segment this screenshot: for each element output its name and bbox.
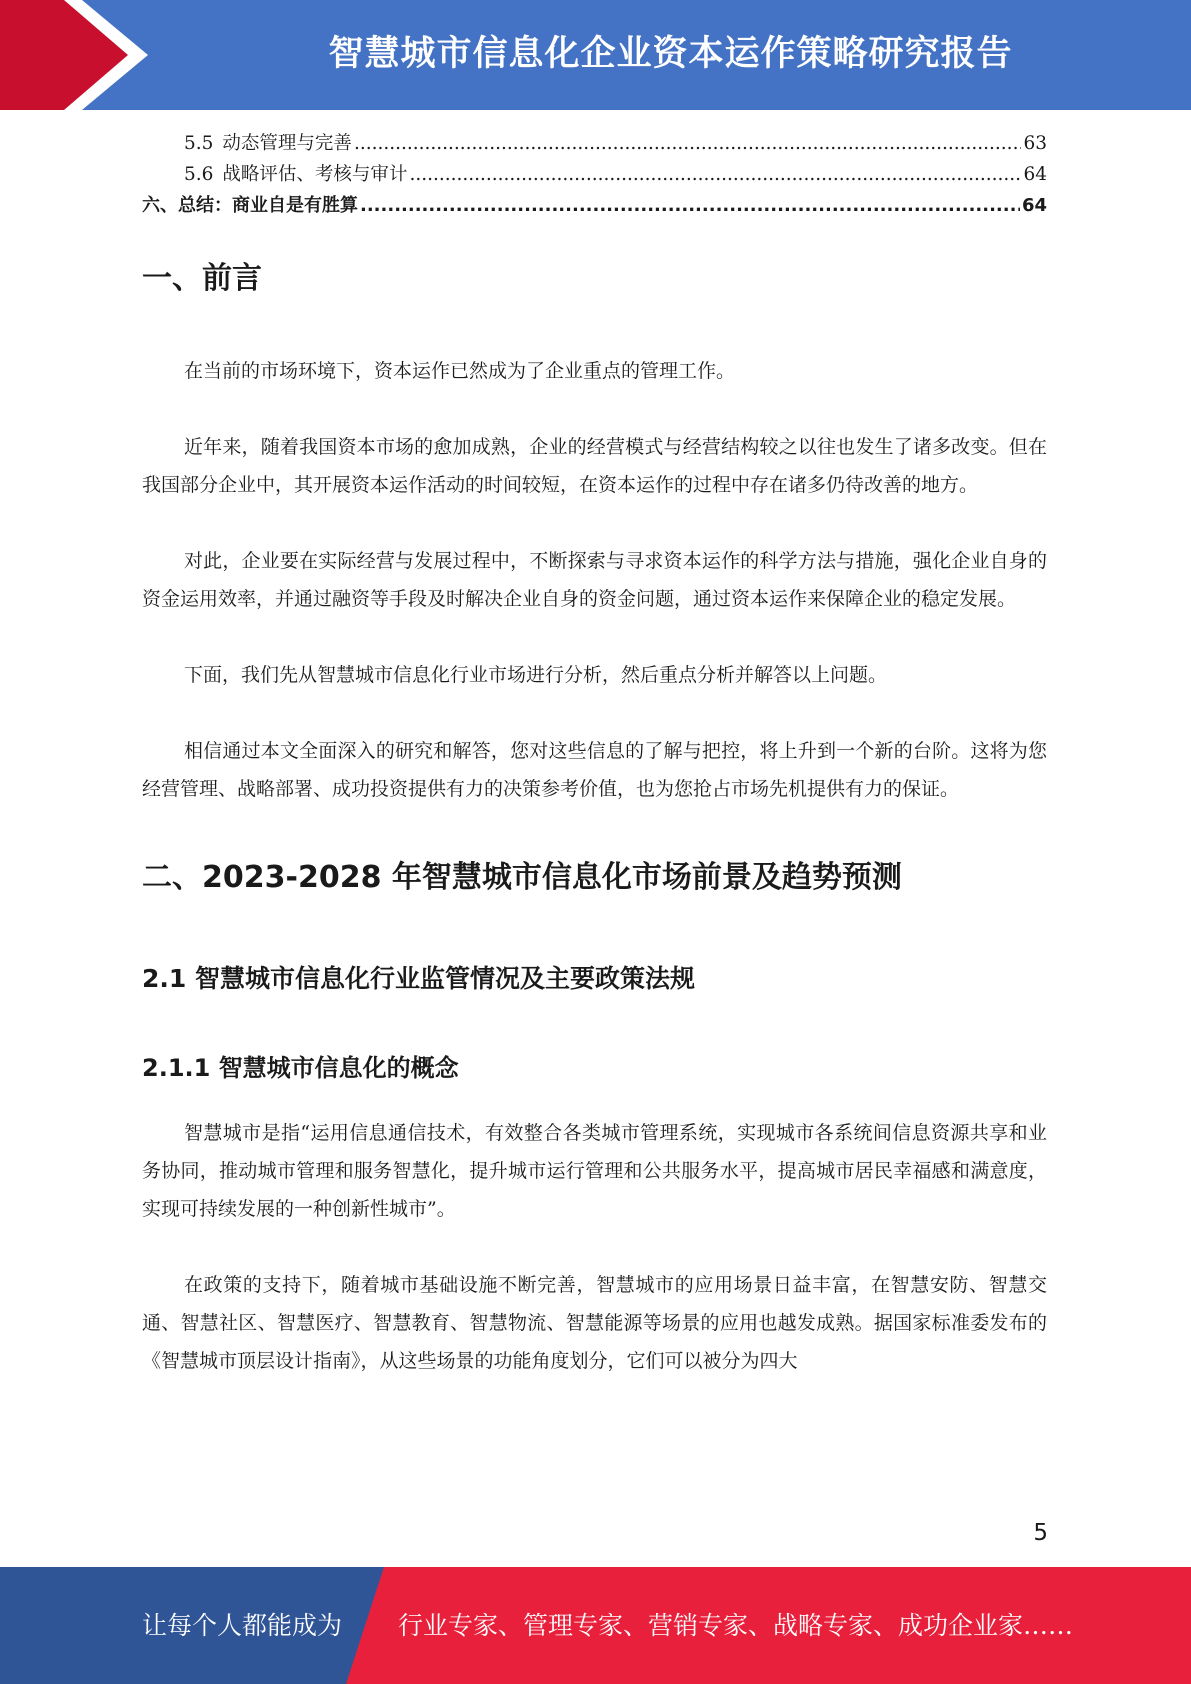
toc (142, 128, 1047, 221)
toc-label: 动态管理与完善 (222, 133, 352, 154)
toc-leader (360, 190, 1020, 221)
page-header (0, 0, 1191, 110)
paragraph: 智慧城市是指“运用信息通信技术，有效整合各类城市管理系统，实现城市各系统间信息资源共享和业务协同，推动城市管理和服务智慧化，提升城市运行管理和公共服务水平，提高城市居民幸福感和满意度，实现可持续发展的一种创新性城市”。 (142, 1122, 1047, 1220)
subsubsection-heading-concept: 2.1.1 智慧城市信息化的概念 (142, 1054, 459, 1082)
toc-label: 战略评估、考核与审计 (222, 164, 408, 185)
header-arrow-icon (0, 0, 160, 110)
toc-page: 63 (1023, 133, 1047, 154)
toc-page: 64 (1021, 195, 1047, 216)
paragraph: 在当前的市场环境下，资本运作已然成为了企业重点的管理工作。 (184, 360, 736, 382)
paragraph: 相信通过本文全面深入的研究和解答，您对这些信息的了解与把控，将上升到一个新的台阶。这将为您经营管理、战略部署、成功投资提供有力的决策参考价值，也为您抢占市场先机提供有力的保证。 (142, 740, 1047, 800)
section-heading-forecast: 二、2023-2028 年智慧城市信息化市场前景及趋势预测 (142, 860, 902, 895)
paragraph: 对此，企业要在实际经营与发展过程中，不断探索与寻求资本运作的科学方法与措施，强化企业自身的资金运用效率，并通过融资等手段及时解决企业自身的资金问题，通过资本运作来保障企业的稳定发展。 (142, 550, 1047, 610)
toc-leader (354, 128, 1022, 159)
toc-number: 5.6 (184, 164, 214, 185)
toc-entry[interactable] (142, 190, 1047, 221)
toc-number: 5.5 (184, 133, 214, 154)
footer-slogan-left: 让每个人都能成为 (142, 1611, 343, 1640)
toc-entry[interactable] (142, 159, 1047, 190)
subsection-heading-regulation: 2.1 智慧城市信息化行业监管情况及主要政策法规 (142, 964, 695, 993)
toc-entry[interactable] (142, 128, 1047, 159)
paragraph: 近年来，随着我国资本市场的愈加成熟，企业的经营模式与经营结构较之以往也发生了诸多改变。但在我国部分企业中，其开展资本运作活动的时间较短，在资本运作的过程中存在诸多仍待改善的地方。 (142, 436, 1047, 496)
section-heading-preface: 一、前言 (142, 261, 262, 296)
page-footer (0, 1567, 1191, 1684)
toc-leader (409, 159, 1021, 190)
toc-page: 64 (1023, 164, 1047, 185)
paragraph: 下面，我们先从智慧城市信息化行业市场进行分析，然后重点分析并解答以上问题。 (184, 664, 888, 686)
header-title: 智慧城市信息化企业资本运作策略研究报告 (328, 34, 1013, 74)
header-arrow-red (0, 0, 128, 110)
footer-slogan-right: 行业专家、管理专家、营销专家、战略专家、成功企业家…… (398, 1611, 1074, 1640)
paragraph: 在政策的支持下，随着城市基础设施不断完善，智慧城市的应用场景日益丰富，在智慧安防、智慧交通、智慧社区、智慧医疗、智慧教育、智慧物流、智慧能源等场景的应用也越发成熟。据国家标准委发布的《智慧城市顶层设计指南》，从这些场景的功能角度划分，它们可以被分为四大 (142, 1274, 1047, 1372)
toc-label: 六、总结：商业自是有胜算 (142, 195, 358, 216)
page-number: 5 (1033, 1520, 1048, 1546)
page-content (142, 128, 1047, 1380)
